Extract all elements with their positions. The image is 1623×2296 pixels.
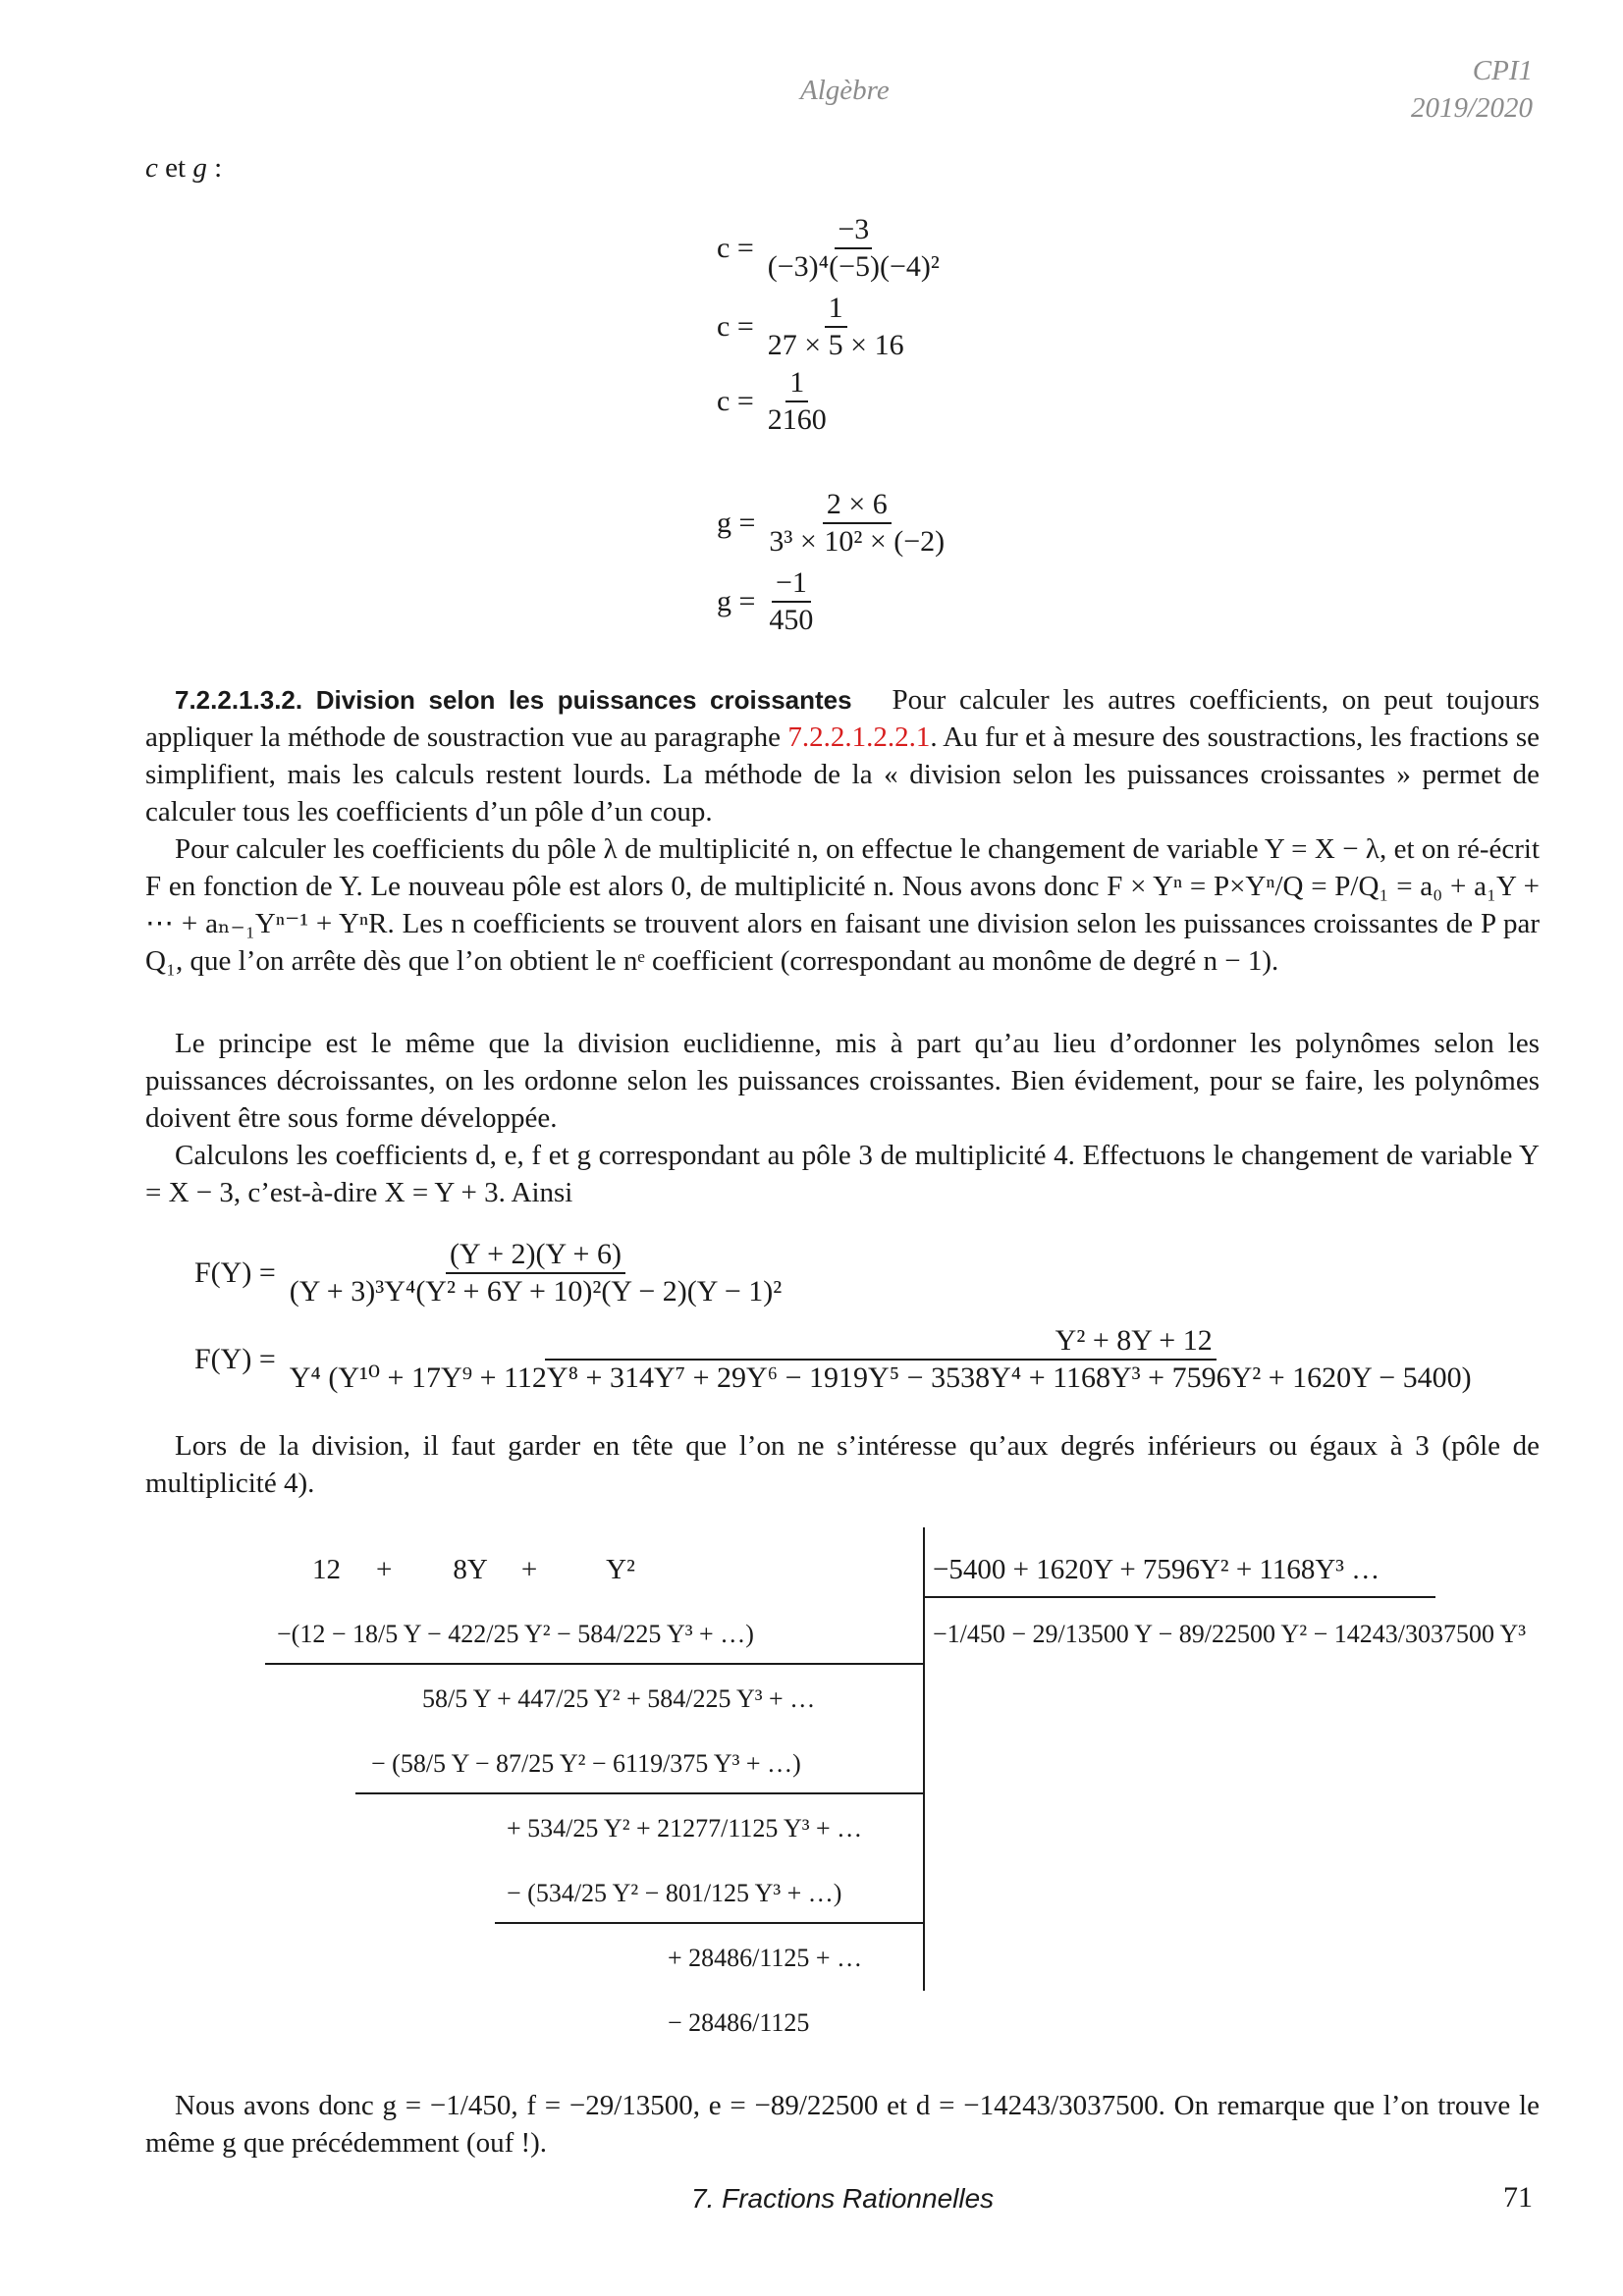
division-divisor-line <box>923 1596 1435 1598</box>
footer-chapter: 7. Fractions Rationnelles <box>691 2183 995 2214</box>
division-row-1: 12 + 8Y + Y² <box>312 1553 635 1585</box>
division-row-3: 58/5 Y + 447/25 Y² + 584/225 Y³ + … <box>422 1684 816 1713</box>
section-paragraph-4: Calculons les coefficients d, e, f et g correspondant au pôle 3 de multiplicité 4. Effectuons le changement de variable Y = X − 3, c’est-à-dire X = Y + 3. Ainsi <box>145 1140 1540 1208</box>
header-year: 2019/2020 <box>1410 92 1533 124</box>
header-subject: Algèbre <box>800 75 890 106</box>
section-title: Division selon les puissances croissantes <box>315 685 852 715</box>
division-divisor: −5400 + 1620Y + 7596Y² + 1168Y³ … <box>933 1553 1380 1585</box>
division-rule-2 <box>355 1792 923 1794</box>
division-row-7: + 28486/1125 + … <box>668 1944 863 1972</box>
section-number: 7.2.2.1.3.2. <box>175 685 303 715</box>
footer-page-number: 71 <box>1503 2181 1533 2214</box>
division-row-5: + 534/25 Y² + 21277/1125 Y³ + … <box>507 1814 863 1842</box>
section-paragraph-3: Le principe est le même que la division euclidienne, mis à part qu’au lieu d’ordonner les polynômes selon les puissances décroissantes, on les ordonne selon les puissances croissantes. Bien évidement, pour se faire, les polynômes doivent être sous forme développée. <box>145 1028 1540 1134</box>
equation-fy-2: F(Y) = Y² + 8Y + 12 Y⁴ (Y¹⁰ + 17Y⁹ + 112Y⁸ + 314Y⁷ + 29Y⁶ − 1919Y⁵ − 3538Y⁴ + 1168Y³ + 7596Y² + 1620Y − 5400) <box>194 1324 1472 1394</box>
equation-c2: c = $\frac{1}{27 \times 5 \times 16}$ <box>717 292 904 361</box>
equation-g2: g = $\frac{-1}{450}$ <box>717 566 814 636</box>
section-paragraph-1: 7.2.2.1.3.2. Division selon les puissances croissantes Pour calculer les autres coefficients, on peut toujours appliquer la méthode de soustraction vue au paragraphe 7.2.2.1.2.2.1. Au fur et à mesure des soustractions, les fractions se simplifient, mais les calculs restent lourds. La méthode de la « division selon les puissances croissantes » permet de calculer tous les coefficients d’un pôle d’un coup. <box>145 684 1540 828</box>
equation-g1: g = $\frac{2 \times 6}{\text{3³ × 10² × (−2)}}$ <box>717 488 946 558</box>
equation-c3: c = $\frac{1}{2160}$ <box>717 366 827 436</box>
section-paragraph-6: Nous avons donc g = −1/450, f = −29/13500, e = −89/22500 et d = −14243/3037500. On remarque que l’on trouve le même g que précédemment (ouf !). <box>145 2090 1540 2159</box>
division-quotient: −1/450 − 29/13500 Y − 89/22500 Y² − 14243/3037500 Y³ <box>933 1620 1527 1648</box>
equation-c1: c = $\frac{-3}{\text{(−3)⁴(−5)(−4)²}}$ <box>717 213 940 283</box>
header-course: CPI1 <box>1472 55 1533 86</box>
section-paragraph-5: Lors de la division, il faut garder en tête que l’on ne s’intéresse qu’aux degrés inférieurs ou égaux à 3 (pôle de multiplicité 4). <box>145 1430 1540 1499</box>
intro-line: c et g : <box>145 152 223 184</box>
equation-fy-1: F(Y) = $\frac{(Y + 2)(Y + 6)}{\text{(Y + 3)³Y⁴(Y² + 6Y + 10)²(Y − 2)(Y − 1)²}}$ <box>194 1238 783 1308</box>
paragraph-reference-link[interactable]: 7.2.2.1.2.2.1 <box>787 721 931 753</box>
division-row-8: − 28486/1125 <box>668 2008 810 2037</box>
section-paragraph-2: Pour calculer les coefficients du pôle λ de multiplicité n, on effectue le changement de variable Y = X − λ, et on ré-écrit F en fonction de Y. Le nouveau pôle est alors 0, de multiplicité n. Nous avons donc F × Yⁿ = P×Yⁿ/Q = P/Q₁ = a₀ + a₁Y + ⋯ + aₙ₋₁Yⁿ⁻¹ + YⁿR. Les n coefficients se trouvent alors en faisant une division selon les puissances croissantes de P par Q₁, que l’on arrête dès que l’on obtient le nᵉ coefficient (correspondant au monôme de degré n − 1). <box>145 833 1540 977</box>
division-rule-1 <box>265 1663 923 1665</box>
division-row-4: − (58/5 Y − 87/25 Y² − 6119/375 Y³ + …) <box>371 1749 801 1778</box>
division-rule-3 <box>495 1922 923 1924</box>
division-row-6: − (534/25 Y² − 801/125 Y³ + …) <box>507 1879 842 1907</box>
division-row-2: −(12 − 18/5 Y − 422/25 Y² − 584/225 Y³ + …) <box>277 1620 754 1648</box>
